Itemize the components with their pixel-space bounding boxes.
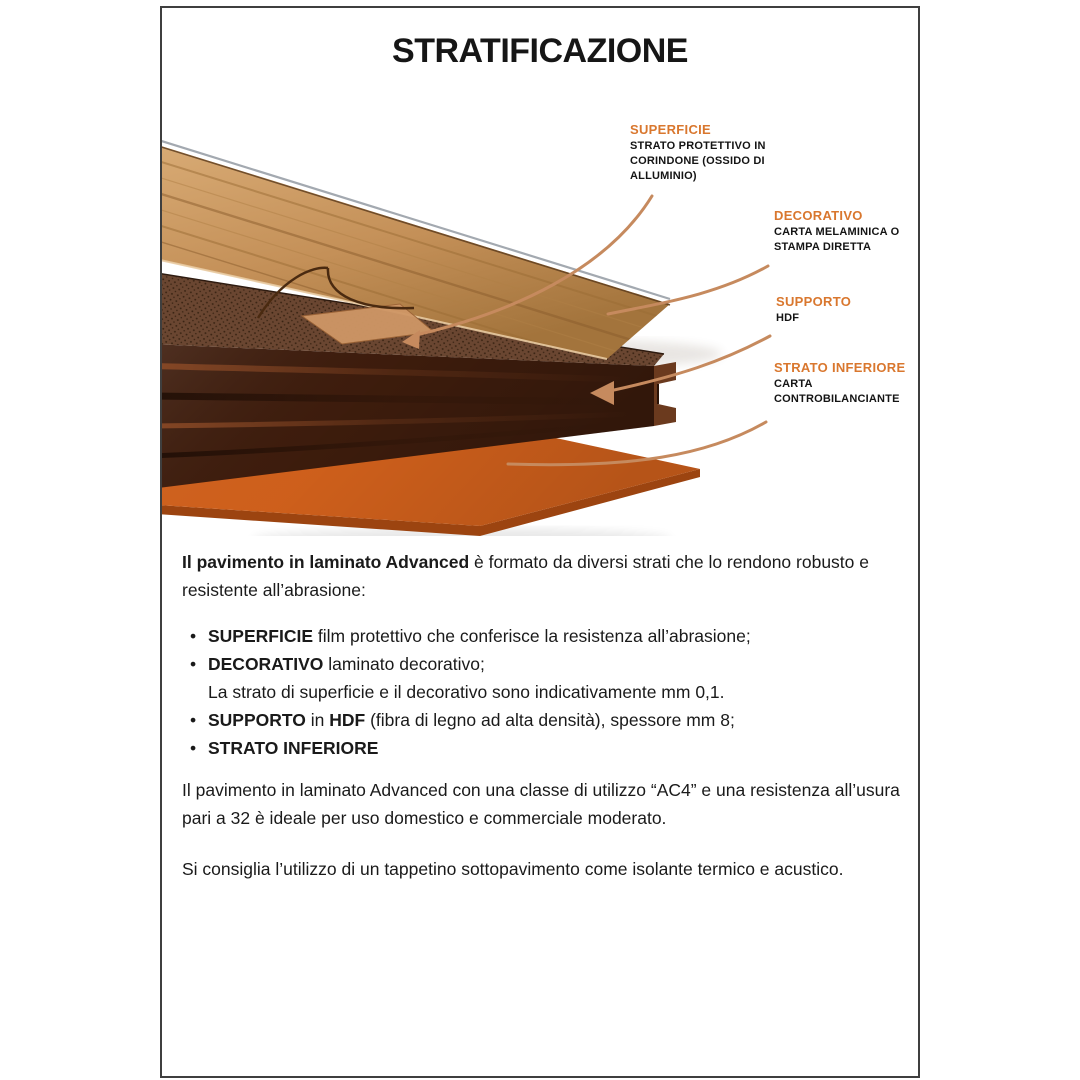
callout-decorativo-desc: CARTA MELAMINICA O STAMPA DIRETTA bbox=[774, 226, 900, 253]
callout-superficie-label: SUPERFICIE bbox=[630, 122, 712, 137]
bullet-note: La strato di superficie e il decorativo sono indicativamente mm 0,1. bbox=[208, 682, 725, 702]
bullet-marker: • bbox=[190, 654, 197, 674]
laminate-layers-diagram bbox=[162, 104, 918, 536]
bullet-rest: laminato decorativo; bbox=[323, 654, 485, 674]
callout-supporto bbox=[776, 294, 926, 326]
bullet-marker: • bbox=[190, 710, 197, 730]
list-item-text bbox=[208, 734, 908, 762]
callout-decorativo-label: DECORATIVO bbox=[774, 208, 863, 223]
bullet-marker: • bbox=[190, 738, 197, 758]
bullet-marker: • bbox=[190, 626, 197, 646]
bullet-term-2: HDF bbox=[329, 710, 366, 730]
list-item-decorativo bbox=[182, 650, 908, 706]
callout-strato-inferiore bbox=[774, 360, 924, 407]
list-item-text bbox=[208, 706, 908, 734]
list-item-text bbox=[208, 622, 908, 650]
description-text bbox=[182, 548, 908, 883]
bullet-rest: film protettivo che conferisce la resistenza all’abrasione; bbox=[313, 626, 751, 646]
document-page bbox=[160, 6, 920, 1078]
layers-list bbox=[182, 622, 908, 762]
bullet-term: STRATO INFERIORE bbox=[208, 738, 379, 758]
usage-class-paragraph: Il pavimento in laminato Advanced con una classe di utilizzo “AC4” e una resistenza all’usura pari a 32 è ideale per uso domestico e commerciale moderato. bbox=[182, 780, 900, 828]
list-item-supporto bbox=[182, 706, 908, 734]
page-title: STRATIFICAZIONE bbox=[392, 32, 688, 70]
list-item-text bbox=[208, 650, 908, 706]
callout-superficie bbox=[630, 122, 785, 184]
list-item-superficie bbox=[182, 622, 908, 650]
callout-decorativo bbox=[774, 208, 924, 255]
intro-rest: è formato da diversi strati che lo rendono robusto e resistente all’abrasione: bbox=[182, 552, 869, 600]
bullet-term: DECORATIVO bbox=[208, 654, 324, 674]
bullet-rest: (fibra di legno ad alta densità), spessore mm 8; bbox=[365, 710, 735, 730]
intro-paragraph bbox=[182, 548, 908, 604]
list-item-strato-inferiore bbox=[182, 734, 908, 762]
underlay-advice-paragraph: Si consiglia l’utilizzo di un tappetino sottopavimento come isolante termico e acustico. bbox=[182, 859, 844, 879]
callout-strato-inferiore-label: STRATO INFERIORE bbox=[774, 360, 906, 375]
callout-supporto-label: SUPPORTO bbox=[776, 294, 852, 309]
bullet-mid: in bbox=[305, 710, 330, 730]
bullet-term: SUPERFICIE bbox=[208, 626, 314, 646]
bullet-term: SUPPORTO bbox=[208, 710, 306, 730]
callout-strato-inferiore-desc: CARTA CONTROBILANCIANTE bbox=[774, 378, 900, 405]
callout-supporto-desc: HDF bbox=[776, 312, 800, 324]
callout-superficie-desc: STRATO PROTETTIVO IN CORINDONE (OSSIDO DI ALLUMINIO) bbox=[630, 140, 766, 182]
intro-bold: Il pavimento in laminato Advanced bbox=[182, 552, 470, 572]
